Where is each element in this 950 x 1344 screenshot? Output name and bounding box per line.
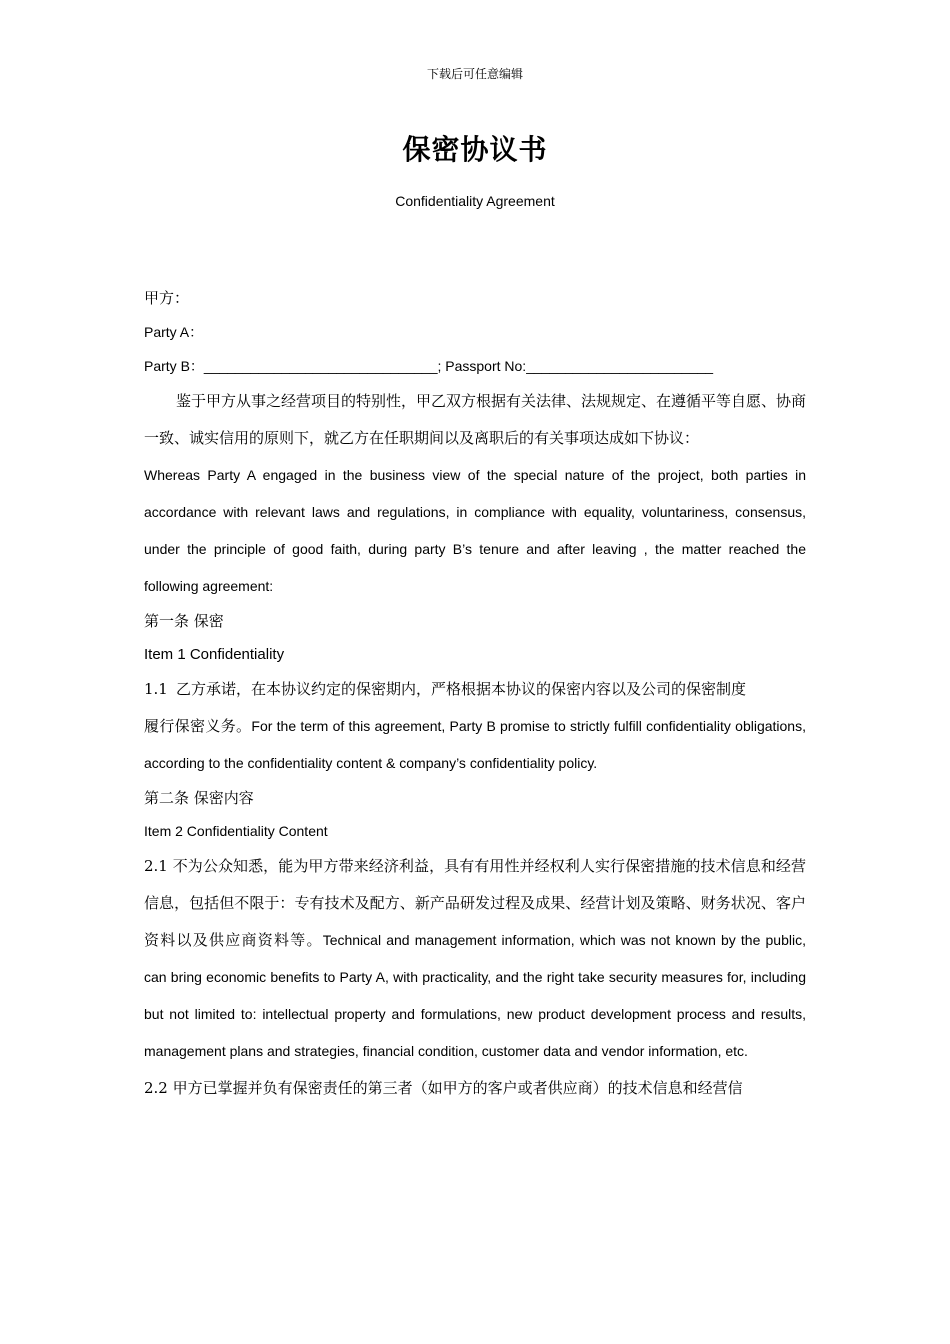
clause-2-1-zh: 2.1 不为公众知悉，能为甲方带来经济利益，具有有用性并经权利人实行保密措施的技术信息和经营信息，包括但不限于：专有技术及配方、新产品研发过程及成果、经营计划及策略、财务状况、客户资料以及供应商资料等。 — [144, 857, 806, 949]
clause-2-1 — [144, 848, 806, 1070]
preamble-en: Whereas Party A engaged in the business view of the special nature of the project, both parties in accordance with relevant laws and regulations, in compliance with equality, voluntariness, consensus, under the principle of good faith, during party B’s tenure and after leaving , the matter reached the following agreement: — [144, 467, 806, 594]
clause-1-1-continuation — [144, 708, 806, 782]
item2-heading-en: Item 2 Confidentiality Content — [144, 823, 328, 839]
party-b-en: Party B：______________________________; Passport No:________________________ — [144, 358, 714, 374]
clause-2-1-en: Technical and management information, which was not known by the public, can bring economic benefits to Party A, with practicality, and the right take security measures for, including but not limited to: intellectual property and formulations, new product development process and results, management plans and strategies, financial condition, customer data and vendor information, etc. — [144, 932, 806, 1059]
item2-heading-zh: 第二条 保密内容 — [144, 789, 254, 807]
clause-number: 1.1 — [144, 680, 168, 698]
preamble-zh: 鉴于甲方从事之经营项目的特别性，甲乙双方根据有关法律、法规规定、在遵循平等自愿、协商一致、诚实信用的原则下，就乙方在任职期间以及离职后的有关事项达成如下协议： — [144, 392, 807, 447]
item1-heading-zh: 第一条 保密 — [144, 612, 224, 630]
clause-1-1-zh: 乙方承诺，在本协议约定的保密期内，严格根据本协议的保密内容以及公司的保密制度 — [176, 680, 747, 698]
document-body — [144, 281, 806, 1107]
document-subtitle: Confidentiality Agreement — [395, 193, 555, 209]
clause-1-1-cont-zh: 履行保密义务。 — [144, 717, 252, 735]
clause-2-2-zh: 2.2 甲方已掌握并负有保密责任的第三者（如甲方的客户或者供应商）的技术信息和经营信 — [144, 1079, 743, 1097]
clause-1-1-en: For the term of this agreement, Party B promise to strictly fulfill confidentiality obligations, according to the confidentiality content & company’s confidentiality policy. — [144, 718, 806, 771]
party-a-en: Party A： — [144, 324, 204, 340]
item1-heading-en: Item 1 Confidentiality — [144, 646, 285, 663]
party-a-zh: 甲方： — [144, 289, 190, 307]
clause-1-1 — [144, 671, 806, 708]
header-note: 下载后可任意编辑 — [426, 67, 523, 81]
document-title: 保密协议书 — [402, 133, 548, 166]
